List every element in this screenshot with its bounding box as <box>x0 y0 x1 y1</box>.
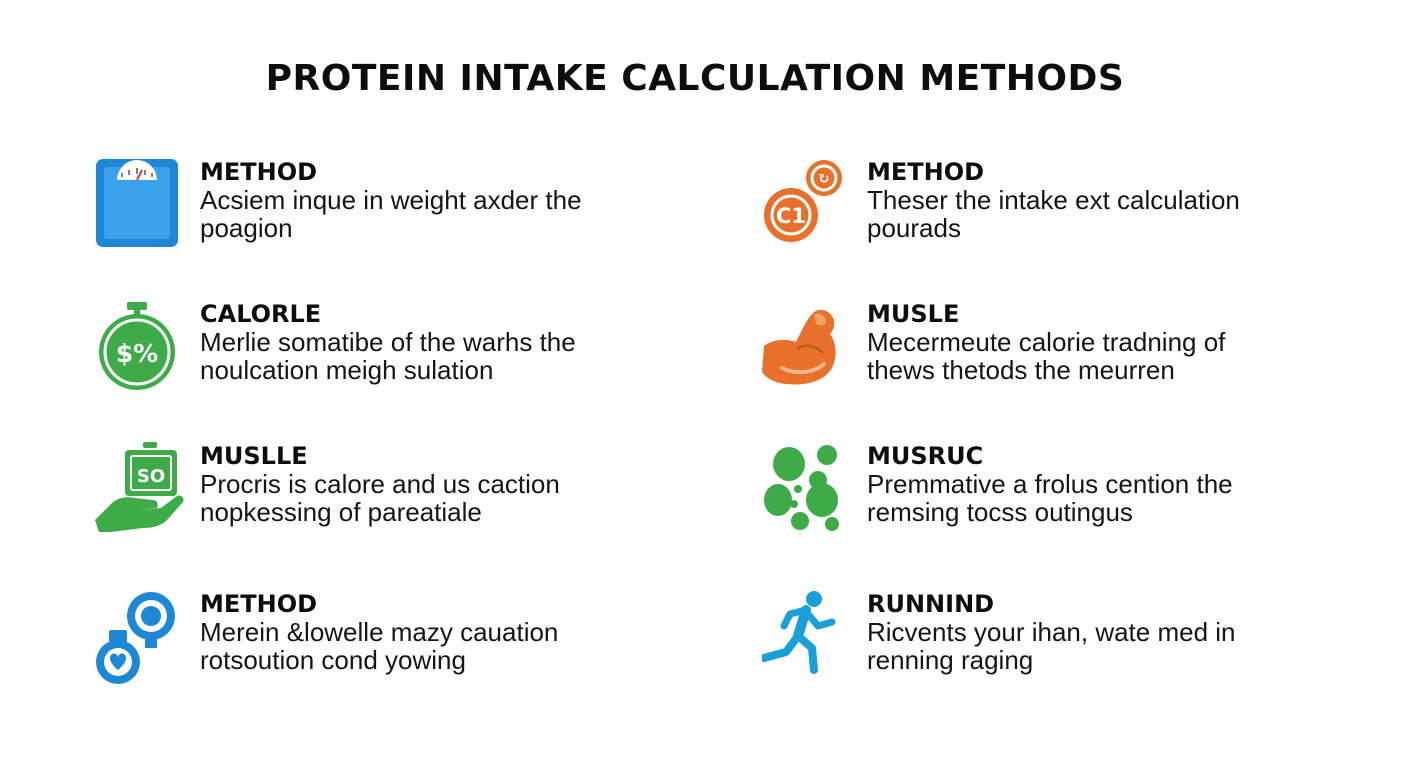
method-item-6 <box>762 442 1362 542</box>
method-description-line2: nopkessing of pareatiale <box>200 497 482 527</box>
weighing-scale-icon <box>95 158 185 258</box>
method-description-line2: remsing tocss outingus <box>867 497 1133 527</box>
method-description-line1: Ricvents your ihan, wate med in <box>867 617 1236 647</box>
method-item-7 <box>95 590 695 690</box>
method-heading: MUSLLE <box>200 442 308 470</box>
method-item-2 <box>762 158 1362 258</box>
stopwatch-label: $% <box>115 339 159 368</box>
method-description-line2: poagion <box>200 213 293 243</box>
method-description-line1: Mecermeute calorie tradning of <box>867 327 1226 357</box>
coin-small-label: ↻ <box>818 172 830 187</box>
method-description-line1: Acsiem inque in weight axder the <box>200 185 582 215</box>
method-description-line2: pourads <box>867 213 961 243</box>
method-description-line1: Procris is calore and us caction <box>200 469 560 499</box>
method-item-5 <box>95 442 695 542</box>
coin-big-label: C1 <box>775 204 807 228</box>
hand-money-icon <box>95 442 185 542</box>
method-heading: RUNNIND <box>867 590 995 618</box>
method-description-line2: noulcation meigh sulation <box>200 355 494 385</box>
method-item-4 <box>762 300 1362 400</box>
money-label: SO <box>136 466 166 487</box>
method-heading: METHOD <box>200 158 318 186</box>
method-item-3 <box>95 300 695 400</box>
method-description-line2: renning raging <box>867 645 1034 675</box>
location-pins-icon <box>95 590 185 690</box>
method-description-line2: rotsoution cond yowing <box>200 645 466 675</box>
runner-icon <box>762 590 852 690</box>
method-description-line1: Theser the intake ext calculation <box>867 185 1240 215</box>
percent-stopwatch-icon <box>95 300 185 400</box>
method-heading: MUSRUC <box>867 442 984 470</box>
method-item-1 <box>95 158 695 258</box>
method-description-line1: Premmative a frolus cention the <box>867 469 1233 499</box>
method-description-line1: Merein &lowelle mazy cauation <box>200 617 559 647</box>
green-dots-icon <box>762 442 852 542</box>
page-title: PROTEIN INTAKE CALCULATION METHODS <box>265 58 1125 99</box>
flexed-arm-icon <box>762 300 852 400</box>
method-heading: METHOD <box>200 590 318 618</box>
method-description-line2: thews thetods the meurren <box>867 355 1175 385</box>
method-item-8 <box>762 590 1362 690</box>
method-heading: MUSLE <box>867 300 960 328</box>
method-description-line1: Merlie somatibe of the warhs the <box>200 327 576 357</box>
method-heading: METHOD <box>867 158 985 186</box>
method-heading: CALORLE <box>200 300 322 328</box>
c1-coins-icon <box>762 158 852 258</box>
